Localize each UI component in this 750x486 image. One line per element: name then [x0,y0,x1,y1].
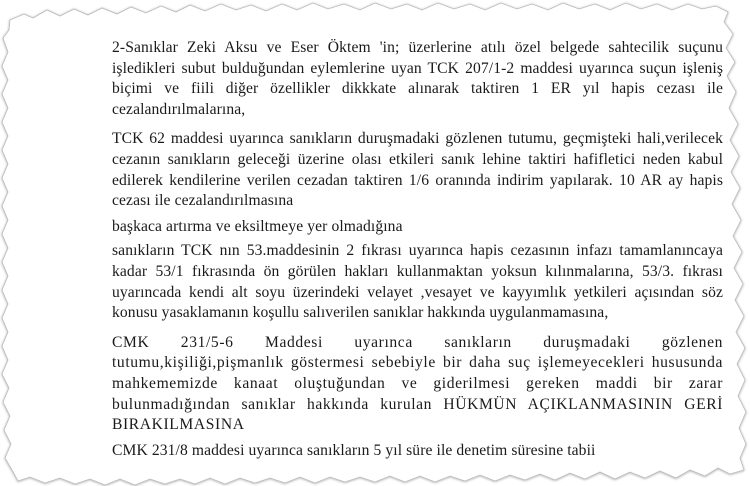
paragraph-text: TCK 62 maddesi uyarınca sanıkların duruşmadaki gözlenen tutumu, geçmişteki hali,verilecek cezanın sanıkların geleceği üzerine olası etkileri sanık lehine taktiri hafifletici neden kabul edilerek kendilerine verilen cezadan taktiren 1/6 oranında indirim yapılarak. 10 AR ay hapis cezası ile cezalandırılmasına [112,130,723,210]
paragraph-reduction [103,129,723,211]
paragraph-text: CMK 231/8 maddesi uyarınca sanıkların 5 yıl süre ile denetim süresine tabii [112,441,596,459]
paragraph-text: CMK 231/5-6 Maddesi uyarınca sanıkların duruşmadaki gözlenen tutumu,kişiliği,pişmanlık göstermesi sebebiyle bir daha suç işlemeyecekleri hususunda mahkememizde kanaat oluştuğundan ve giderilmesi gereken maddi bir zarar bulunmadığından sanıklar hakkında kurulan HÜKMÜN AÇIKLANMASININ GERİ BIRAKILMASINA [112,333,723,434]
paragraph-tck-53 [103,241,723,323]
paragraph-text: sanıkların TCK nın 53.maddesinin 2 fıkrası uyarınca hapis cezasının infazı tamamlanıncaya kadar 53/1 fıkrasında ön görülen hakları kullanmaktan yoksun kılınmalarına, 53/3. fıkrası uyarıncada kendi alt soyu üzerindeki velayet ,vesayet ve kayyımlık yetkileri açısından söz konusu yasaklamanın koşullu salıverilen sanıklar hakkında uygulanmamasına, [112,242,723,322]
paragraph-no-adjustment [103,217,723,238]
paragraph-sentence-1 [103,38,723,120]
paragraph-text: başkaca artırma ve eksiltmeye yer olmadığına [112,217,403,235]
paragraph-text: 2-Sanıklar Zeki Aksu ve Eser Öktem 'in; üzerlerine atılı özel belgede sahtecilik suçunu işledikleri subut bulduğundan eylemlerine uyan TCK 207/1-2 maddesi uyarınca suçun işleniş biçimi ve fiili diğer özellikler dikkkate alınarak taktiren 1 ER yıl hapis cezası ile cezalandırılmalarına, [112,39,723,118]
paragraph-cmk-231-5-6 [103,333,723,436]
document-body [103,38,723,461]
paragraph-cmk-231-8 [103,441,723,462]
